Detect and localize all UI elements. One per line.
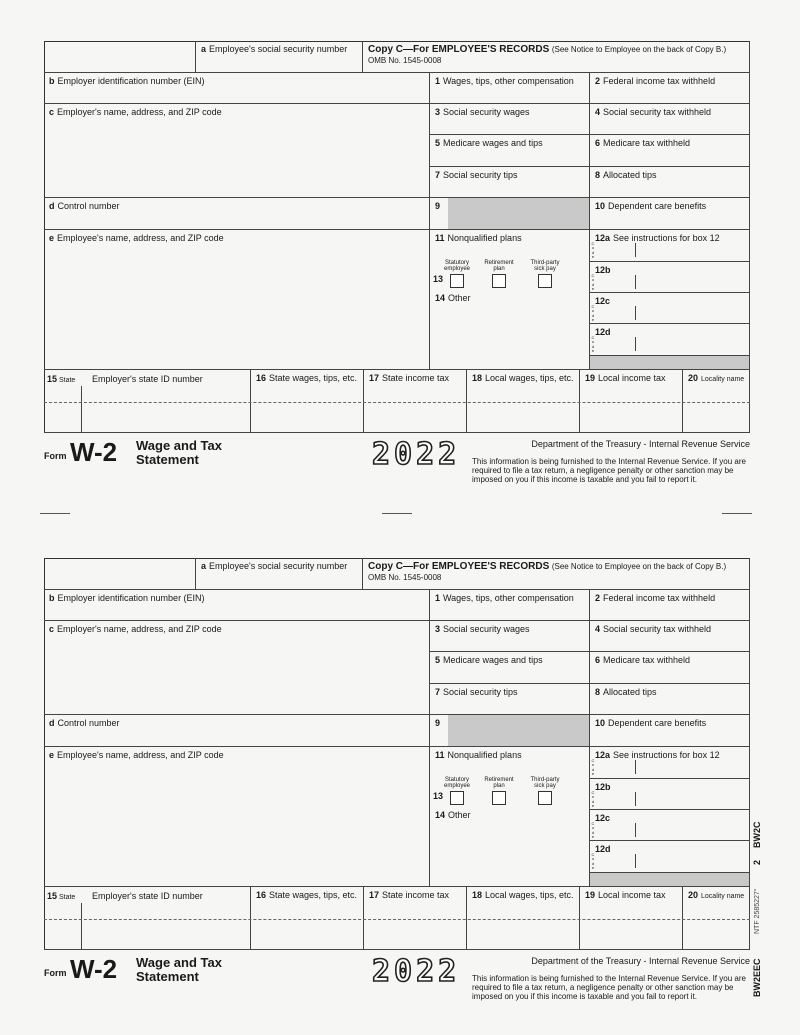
retirement-label: Retirement plan	[484, 777, 514, 789]
box-17-state-tax[interactable]: 17 State income tax	[364, 370, 467, 433]
box-15-state[interactable]: 15 State Employer's state ID number	[44, 887, 251, 950]
box-12b-code-label: C o d e	[591, 790, 595, 809]
box-12a[interactable]: 12a See instructions for box 12 C o d e	[590, 230, 750, 262]
irs-notice-text: This information is being furnished to the Internal Revenue Service. If you are required to file a tax return, a negligence penalty or other sanction may be imposed on you if this income is taxable and you fail to report it.	[472, 457, 746, 485]
box-20-locality[interactable]: 20 Locality name	[683, 887, 750, 950]
box-5-medicare-wages[interactable]: 5 Medicare wages and tips	[430, 652, 590, 684]
box-13-checkboxes: 13 Statutory employee Retirement plan Third-party sick pay	[430, 260, 590, 290]
box-12d[interactable]: 12d C o d e	[590, 324, 750, 356]
box-9: 9	[430, 715, 590, 747]
copy-c-header: Copy C—For EMPLOYEE'S RECORDS (See Notice to Employee on the back of Copy B.) OMB No. 1545-0008	[363, 41, 750, 73]
thirdparty-label: Third-party sick pay	[530, 777, 560, 789]
box-12c[interactable]: 12c C o d e	[590, 293, 750, 324]
box-e-employee-address[interactable]: e Employee's name, address, and ZIP code	[44, 230, 430, 370]
box-20-locality[interactable]: 20 Locality name	[683, 370, 750, 433]
statutory-label: Statutory employee	[443, 777, 470, 789]
cut-mark-center	[382, 513, 412, 514]
box-12c-code-label: C o d e	[591, 304, 595, 323]
side-code-bw2eec: BW2EEC	[752, 958, 762, 997]
form-footer	[44, 950, 750, 1012]
box-12a-code-divider	[635, 243, 636, 257]
box-9-shaded	[448, 715, 589, 746]
box-5-medicare-wages[interactable]: 5 Medicare wages and tips	[430, 135, 590, 167]
irs-notice-text: This information is being furnished to the Internal Revenue Service. If you are required to file a tax return, a negligence penalty or other sanction may be imposed on you if this income is taxable and you fail to report it.	[472, 974, 746, 1002]
cut-mark-left	[40, 513, 70, 514]
state-row-dashed-line	[44, 402, 750, 403]
blank-top-left-box	[44, 41, 196, 73]
box-12d-code-divider	[635, 854, 636, 868]
box-d-control-number[interactable]: d Control number	[44, 198, 430, 230]
box-1-wages[interactable]: 1 Wages, tips, other compensation	[430, 590, 590, 621]
box-3-ss-wages[interactable]: 3 Social security wages	[430, 104, 590, 135]
box-b-ein[interactable]: b Employer identification number (EIN)	[44, 590, 430, 621]
box-13-checkboxes: 13 Statutory employee Retirement plan Third-party sick pay	[430, 777, 590, 807]
form-title: Wage and Tax Statement	[136, 438, 222, 467]
box-3-ss-wages[interactable]: 3 Social security wages	[430, 621, 590, 652]
box-12d[interactable]: 12d C o d e	[590, 841, 750, 873]
thirdparty-label: Third-party sick pay	[530, 260, 560, 272]
form-title: Wage and Tax Statement	[136, 955, 222, 984]
department-text: Department of the Treasury - Internal Revenue Service	[531, 439, 750, 449]
box-8-allocated-tips[interactable]: 8 Allocated tips	[590, 167, 750, 198]
form-footer	[44, 433, 750, 495]
box-17-state-tax[interactable]: 17 State income tax	[364, 887, 467, 950]
box-a-employee-ssn[interactable]: a Employee's social security number	[196, 41, 363, 73]
box-12c-code-divider	[635, 306, 636, 320]
box-12a-code-label: C o d e	[591, 241, 595, 260]
box-14-other[interactable]: 14 Other	[430, 807, 590, 887]
box-12b-code-divider	[635, 792, 636, 806]
box-12d-code-divider	[635, 337, 636, 351]
box-10-dependent-care[interactable]: 10 Dependent care benefits	[590, 198, 750, 230]
box-6-medicare-tax[interactable]: 6 Medicare tax withheld	[590, 652, 750, 684]
box-14-other[interactable]: 14 Other	[430, 290, 590, 370]
box-c-employer-address[interactable]: c Employer's name, address, and ZIP code	[44, 621, 430, 715]
box-2-federal-tax[interactable]: 2 Federal income tax withheld	[590, 590, 750, 621]
form-word: Form	[44, 451, 67, 461]
box-18-local-wages[interactable]: 18 Local wages, tips, etc.	[467, 887, 580, 950]
state-divider	[81, 386, 82, 433]
box-12a-code-divider	[635, 760, 636, 774]
box-12d-code-label: C o d e	[591, 852, 595, 871]
form-name: W-2	[70, 437, 118, 467]
box-b-ein[interactable]: b Employer identification number (EIN)	[44, 73, 430, 104]
cut-mark-right	[722, 513, 752, 514]
box-12a[interactable]: 12a See instructions for box 12 C o d e	[590, 747, 750, 779]
box-18-local-wages[interactable]: 18 Local wages, tips, etc.	[467, 370, 580, 433]
box-16-state-wages[interactable]: 16 State wages, tips, etc.	[251, 370, 364, 433]
box-19-local-tax[interactable]: 19 Local income tax	[580, 887, 683, 950]
box-16-state-wages[interactable]: 16 State wages, tips, etc.	[251, 887, 364, 950]
box-12a-code-label: C o d e	[591, 758, 595, 777]
retirement-plan-checkbox[interactable]	[492, 791, 506, 805]
box-7-ss-tips[interactable]: 7 Social security tips	[430, 684, 590, 715]
state-divider	[81, 903, 82, 950]
box-9-shaded	[448, 198, 589, 229]
box-12b-code-label: C o d e	[591, 273, 595, 292]
retirement-plan-checkbox[interactable]	[492, 274, 506, 288]
box-12d-code-label: C o d e	[591, 335, 595, 354]
side-code-2: 2	[752, 859, 762, 865]
statutory-employee-checkbox[interactable]	[450, 791, 464, 805]
box-c-employer-address[interactable]: c Employer's name, address, and ZIP code	[44, 104, 430, 198]
box-8-allocated-tips[interactable]: 8 Allocated tips	[590, 684, 750, 715]
box-4-ss-tax[interactable]: 4 Social security tax withheld	[590, 104, 750, 135]
box-4-ss-tax[interactable]: 4 Social security tax withheld	[590, 621, 750, 652]
side-code-ntf: NTF 2585227°	[754, 888, 761, 934]
box-6-medicare-tax[interactable]: 6 Medicare tax withheld	[590, 135, 750, 167]
box-15-state[interactable]: 15 State Employer's state ID number	[44, 370, 251, 433]
third-party-sick-pay-checkbox[interactable]	[538, 791, 552, 805]
box-19-local-tax[interactable]: 19 Local income tax	[580, 370, 683, 433]
box-9: 9	[430, 198, 590, 230]
third-party-sick-pay-checkbox[interactable]	[538, 274, 552, 288]
box-12-shaded-strip	[590, 873, 750, 887]
department-text: Department of the Treasury - Internal Revenue Service	[531, 956, 750, 966]
box-d-control-number[interactable]: d Control number	[44, 715, 430, 747]
form-word: Form	[44, 968, 67, 978]
statutory-employee-checkbox[interactable]	[450, 274, 464, 288]
tax-year: 2022	[372, 954, 461, 989]
box-a-employee-ssn[interactable]: a Employee's social security number	[196, 558, 363, 590]
box-12-shaded-strip	[590, 356, 750, 370]
box-12c[interactable]: 12c C o d e	[590, 810, 750, 841]
blank-top-left-box	[44, 558, 196, 590]
box-7-ss-tips[interactable]: 7 Social security tips	[430, 167, 590, 198]
box-10-dependent-care[interactable]: 10 Dependent care benefits	[590, 715, 750, 747]
box-12b-code-divider	[635, 275, 636, 289]
tax-year: 2022	[372, 437, 461, 472]
box-12c-code-divider	[635, 823, 636, 837]
state-row-dashed-line	[44, 919, 750, 920]
box-11-nonqualified[interactable]: 11 Nonqualified plans	[430, 230, 590, 260]
statutory-label: Statutory employee	[443, 260, 470, 272]
box-1-wages[interactable]: 1 Wages, tips, other compensation	[430, 73, 590, 104]
box-12b[interactable]: 12b C o d e	[590, 779, 750, 810]
box-12c-code-label: C o d e	[591, 821, 595, 840]
box-2-federal-tax[interactable]: 2 Federal income tax withheld	[590, 73, 750, 104]
side-code-bw2c: BW2C	[752, 821, 762, 848]
copy-c-header: Copy C—For EMPLOYEE'S RECORDS (See Notice to Employee on the back of Copy B.) OMB No. 1545-0008	[363, 558, 750, 590]
form-name: W-2	[70, 954, 118, 984]
box-e-employee-address[interactable]: e Employee's name, address, and ZIP code	[44, 747, 430, 887]
box-12b[interactable]: 12b C o d e	[590, 262, 750, 293]
retirement-label: Retirement plan	[484, 260, 514, 272]
box-11-nonqualified[interactable]: 11 Nonqualified plans	[430, 747, 590, 777]
